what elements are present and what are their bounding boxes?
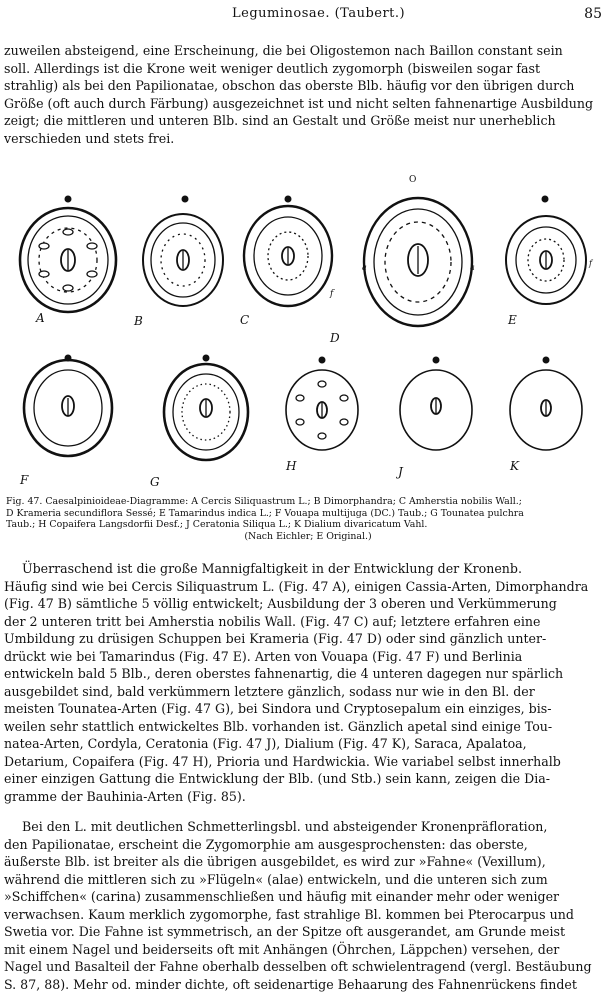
diagram-e: [506, 196, 594, 328]
text-line: Überraschend ist die große Mannigfaltigkeit in der Entwicklung der Kronenb.: [22, 561, 522, 576]
figure-caption: [6, 496, 610, 542]
caption-line: D Krameria secundiflora Sessé; E Tamarindus indica L.; F Vouapa multijuga (DC.) Taub.; G Tounatea pulchra: [6, 507, 524, 519]
text-line: äußerste Blb. ist breiter als die übrigen ausgebildet, es wird zur »Fahne« (Vexillum),: [4, 854, 546, 869]
diagram-e-letter: E: [508, 313, 517, 327]
caption-line: Fig. 47. Caesalpinioideae-Diagramme: A Cercis Siliquastrum L.; B Dimorphandra; C Amherstia nobilis Wall.;: [6, 496, 522, 507]
diagram-g-letter: G: [150, 475, 160, 489]
diagram-d-letter: D: [330, 331, 340, 345]
diagram-h: [285, 357, 358, 474]
label-f-right: f: [589, 259, 592, 268]
page-number: 85: [584, 6, 602, 22]
diagram-j-letter: J: [398, 465, 403, 479]
diagram-k-letter: K: [510, 459, 519, 473]
label-a-right: a: [470, 263, 475, 272]
floral-diagrams-figure: [0, 170, 614, 500]
text-line: während die mittleren sich zu »Flügeln« (alae) entwickeln, und die unteren sich zum: [4, 871, 548, 887]
text-line: zuweilen absteigend, eine Erscheinung, die bei Oligostemon nach Baillon constant sein: [4, 43, 563, 58]
diagram-c: [240, 196, 335, 328]
page-header: [0, 6, 614, 26]
caption-line: Taub.; H Copaifera Langsdorfii Desf.; J Ceratonia Siliqua L.; K Dialium divaricatum Vahl.: [6, 519, 428, 530]
text-line: Häufig sind wie bei Cercis Siliquastrum L. (Fig. 47 A), einigen Cassia-Arten, Dimorphandra: [4, 578, 589, 594]
text-line: Swetia vor. Die Fahne ist symmetrisch, an der Spitze oft ausgerandet, am Grunde meist: [4, 924, 566, 939]
text-line: einer einzigen Gattung die Entwicklung der Blb. (und Stb.) sein kann, zeigen die Dia-: [4, 771, 551, 786]
label-a-left: a: [362, 263, 367, 272]
text-line: soll. Allerdings ist die Krone weit weniger deutlich zygomorph (bisweilen sogar fast: [4, 60, 541, 76]
diagram-a: [20, 196, 116, 326]
text-line: natea-Arten, Cordyla, Ceratonia (Fig. 47 J), Dialium (Fig. 47 K), Saraca, Apalatoa,: [4, 736, 527, 751]
text-line: Größe (oft auch durch Färbung) ausgezeichnet ist und nicht selten fahnenartige Ausbildung: [4, 95, 594, 111]
text-line: strahlig) als bei den Papilionatae, obschon das oberste Blb. häufig vor den übrigen durch: [4, 78, 575, 93]
text-line: Detarium, Copaifera (Fig. 47 H), Prioria und Hardwickia. Wie variabel selbst innerhalb: [4, 753, 561, 769]
diagram-d: [329, 175, 475, 345]
text-line: verwachsen. Kaum merklich zygomorphe, fast strahlige Bl. kommen bei Pterocarpus und: [4, 906, 574, 922]
text-line: S. 87, 88). Mehr od. minder dichte, oft seidenartige Behaarung des Fahnenrückens findet: [4, 976, 577, 992]
diagram-f-letter: F: [20, 473, 29, 487]
diagram-j: [395, 357, 472, 480]
text-line: ausgebildet sind, bald verkümmern letztere gänzlich, sodass nur wie in den Bl. der: [4, 683, 535, 699]
text-line: Umbildung zu drüsigen Schuppen bei Krameria (Fig. 47 D) oder sind gänzlich unter-: [4, 631, 547, 646]
text-line: der 2 unteren tritt bei Amherstia nobilis Wall. (Fig. 47 C) auf; letztere erfahren eine: [4, 613, 541, 629]
diagram-c-letter: C: [240, 313, 250, 327]
text-line: entwickeln bald 5 Blb., deren oberstes fahnenartig, die 4 unteren dagegen nur spärlich: [4, 666, 564, 681]
diagram-b: [133, 196, 223, 329]
text-line: mit einem Nagel und beiderseits oft mit Anhängen (Öhrchen, Läppchen) versehen, der: [4, 941, 560, 957]
text-line: drückt wie bei Tamarindus (Fig. 47 E). Arten von Vouapa (Fig. 47 F) und Berlinia: [4, 648, 523, 664]
diagram-h-letter: H: [286, 459, 297, 473]
paragraph-3: [4, 818, 608, 993]
text-line: den Papilionatae, erscheint die Zygomorphie am ausgesprochensten: das oberste,: [4, 836, 528, 852]
label-f: f: [330, 289, 334, 299]
diagram-f: [19, 355, 112, 488]
paragraph-1: [4, 42, 608, 147]
text-line: meisten Tounatea-Arten (Fig. 47 G), bei Sindora und Cryptosepalum ein einziges, bis-: [4, 701, 552, 716]
diagram-b-letter: B: [134, 314, 143, 328]
diagram-g: [150, 355, 248, 490]
diagram-a-letter: A: [36, 311, 45, 325]
text-line: Bei den L. mit deutlichen Schmetterlingsbl. und absteigender Kronenpräfloration,: [22, 819, 548, 834]
text-line: verschieden und stets frei.: [4, 130, 175, 146]
label-o: O: [409, 175, 417, 185]
text-line: »Schiffchen« (carina) zusammenschließen und häufig mit einander mehr oder weniger: [4, 889, 560, 904]
text-line: gramme der Bauhinia-Arten (Fig. 85).: [4, 788, 246, 804]
text-line: weilen sehr stattlich entwickeltes Blb. vorhanden ist. Gänzlich apetal sind einige Tou-: [4, 718, 553, 734]
text-line: zeigt; die mittleren und unteren Blb. sind an Gestalt und Größe meist nur unerheblich: [4, 113, 556, 128]
diagram-k: [509, 357, 582, 474]
text-line: (Fig. 47 B) sämtliche 5 völlig entwickelt; Ausbildung der 3 oberen und Verkümmerung: [4, 596, 557, 611]
caption-source: (Nach Eichler; E Original.): [244, 530, 372, 542]
text-line: Nagel und Basalteil der Fahne oberhalb desselben oft schwielentragend (vergl. Bestäubung: [4, 959, 592, 974]
running-title: Leguminosae. (Taubert.): [232, 6, 406, 21]
paragraph-2: [4, 560, 608, 805]
